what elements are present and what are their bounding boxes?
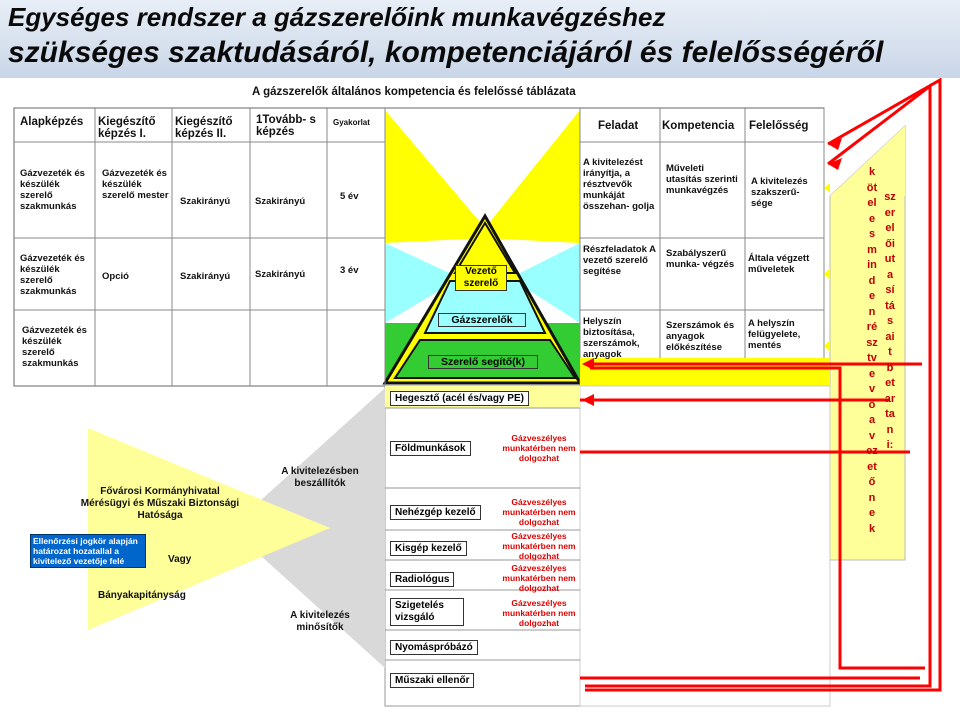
label-or: Vagy (168, 554, 192, 565)
row2-alap: Gázvezeték és készülék szerelő szakmunkás (20, 253, 85, 297)
row1-kieg2: Szakirányú (180, 196, 231, 207)
label-authority: Fővárosi Kormányhivatal Mérésügyi és Műszaki Biztonsági Hatósága (80, 486, 240, 521)
specialist-radiologist: Radiológus (390, 572, 454, 587)
row2-kieg2: Szakirányú (180, 271, 231, 282)
specialist-insulation-tester: Szigetelés vizsgáló (390, 598, 464, 626)
specialist-earthworks: Földmunkások (390, 441, 471, 456)
label-qualifiers: A kivitelezés minősítők (290, 610, 350, 633)
row2-felelosseg: Általa végzett műveletek (748, 253, 810, 275)
row1-gyak: 5 év (340, 191, 359, 202)
header-felelosseg: Felelősség (749, 120, 809, 132)
header-kieg1: Kiegészítő képzés I. (98, 116, 156, 140)
header-tovabb: 1Tovább- s képzés (256, 114, 316, 138)
warning-radiologist: Gázveszélyes munkatérben nem dolgozhat (502, 563, 576, 593)
warning-small-machine: Gázveszélyes munkatérben nem dolgozhat (502, 531, 576, 561)
specialists-right-column (580, 386, 830, 706)
header-feladat: Feladat (598, 120, 639, 132)
authority-note: Ellenőrzési jogkör alapján határozat hozatallal a kivitelező vezetője felé (30, 534, 146, 568)
row2-gyak: 3 év (340, 265, 359, 276)
specialist-technical-inspector: Műszaki ellenőr (390, 673, 474, 688)
row2-kompetencia: Szabályszerű munka- végzés (666, 248, 735, 270)
header-kompetencia: Kompetencia (662, 120, 735, 132)
header-kieg2: Kiegészítő képzés II. (175, 116, 233, 140)
row1-kompetencia: Műveleti utasítás szerinti munkavégzés (666, 163, 738, 196)
label-mining: Bányakapitányság (98, 590, 186, 601)
row2-kieg1: Opció (102, 271, 129, 282)
page-title-line-1: Egységes rendszer a gázszerelőink munkavégzéshez (8, 2, 666, 32)
warning-insulation-tester: Gázveszélyes munkatérben nem dolgozhat (502, 598, 576, 628)
row3-alap: Gázvezeték és készülék szerelő szakmunkás (22, 325, 87, 369)
label-suppliers: A kivitelezésben beszállítók (281, 466, 359, 489)
vertical-text-right: szerelői utasításait betartani: (884, 191, 896, 451)
row1-feladat: A kivitelezést irányítja, a résztvevők munkáját összehan- golja (583, 157, 655, 212)
yellow-arrow-row-3 (824, 340, 830, 352)
yellow-arrow-row-2 (824, 268, 830, 280)
row1-tovabb: Szakirányú (255, 196, 306, 207)
yellow-arrow-row-1 (824, 183, 830, 193)
header-alap: Alapképzés (20, 116, 84, 128)
warning-heavy-machine: Gázveszélyes munkatérben nem dolgozhat (502, 497, 576, 527)
specialist-small-machine: Kisgép kezelő (390, 541, 467, 556)
row1-felelosseg: A kivitelezés szakszerű- sége (751, 176, 808, 209)
row2-feladat: Részfeladatok A vezető szerelő segítése (583, 244, 656, 277)
row1-alap: Gázvezeték és készülék szerelő szakmunkás (20, 168, 85, 212)
pyramid-bottom-label: Szerelő segítő(k) (428, 355, 538, 369)
yellow-band-1 (580, 358, 830, 386)
pyramid-top-label: Vezető szerelő (455, 265, 507, 291)
pyramid-middle-label: Gázszerelők (438, 313, 526, 327)
specialist-pressure-tester: Nyomáspróbázó (390, 640, 478, 655)
row1-kieg1: Gázvezeték és készülék szerelő mester (102, 168, 169, 201)
title-bar (0, 0, 960, 78)
diagram-subtitle: A gázszerelők általános kompetencia és felelőssé táblázata (252, 86, 576, 98)
vertical-text-left: kötelesminden résztvevő a vezetőnek (866, 166, 878, 535)
specialist-heavy-machine: Nehézgép kezelő (390, 505, 481, 520)
page-title-line-2: szükséges szaktudásáról, kompetenciájáról és felelősségéről (8, 36, 884, 69)
warning-earthworks: Gázveszélyes munkatérben nem dolgozhat (502, 433, 576, 463)
row3-feladat: Helyszín biztosítása, szerszámok, anyagok (583, 316, 640, 360)
row3-felelosseg: A helyszín felügyelete, mentés (748, 318, 801, 351)
row2-tovabb: Szakirányú (255, 269, 306, 280)
header-gyak: Gyakorlat (333, 118, 370, 127)
specialist-welder: Hegesztő (acél és/vagy PE) (390, 391, 529, 406)
row3-kompetencia: Szerszámok és anyagok előkészítése (666, 320, 735, 353)
